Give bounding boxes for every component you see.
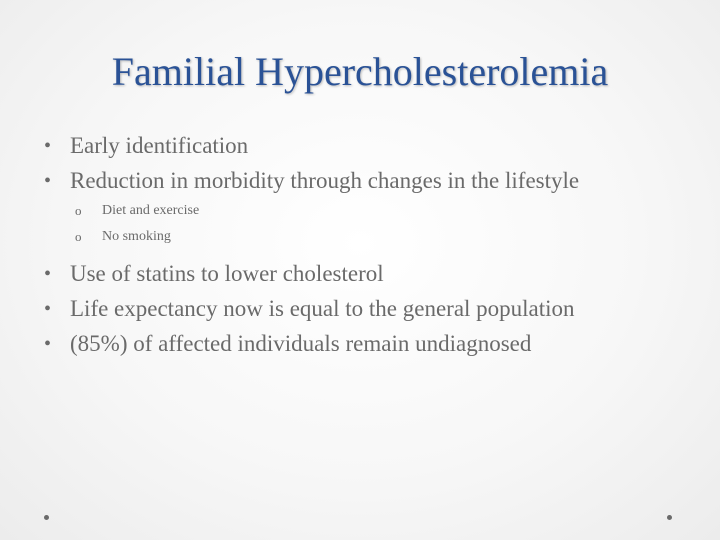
bullet-text: (85%) of affected individuals remain undiagnosed: [70, 331, 532, 356]
bullet-dot-icon: •: [44, 333, 52, 355]
sub-bullet-item: [44, 228, 664, 246]
corner-dot-icon: [44, 515, 49, 520]
sub-bullet-list: [44, 202, 664, 246]
bullet-list: [44, 132, 664, 365]
sub-bullet-circle-icon: o: [75, 203, 82, 218]
sub-bullet-text: No smoking: [102, 229, 171, 244]
bullet-dot-icon: •: [44, 298, 52, 320]
bullet-text: Reduction in morbidity through changes in the lifestyle: [70, 168, 580, 193]
corner-dot-icon: [667, 515, 672, 520]
sub-bullet-item: [44, 202, 664, 220]
bullet-text: Early identification: [70, 133, 249, 158]
bullet-item: [44, 295, 664, 323]
bullet-text: Life expectancy now is equal to the general population: [70, 296, 575, 321]
bullet-dot-icon: •: [44, 170, 52, 192]
bullet-text: Use of statins to lower cholesterol: [70, 261, 384, 286]
sub-bullet-text: Diet and exercise: [102, 203, 200, 218]
bullet-dot-icon: •: [44, 135, 52, 157]
bullet-dot-icon: •: [44, 263, 52, 285]
bullet-item: [44, 132, 664, 160]
bullet-item: [44, 167, 664, 195]
slide-title: Familial Hypercholesterolemia: [111, 49, 609, 94]
bullet-item: [44, 260, 664, 288]
bullet-item: [44, 330, 664, 358]
sub-bullet-circle-icon: o: [75, 229, 82, 244]
